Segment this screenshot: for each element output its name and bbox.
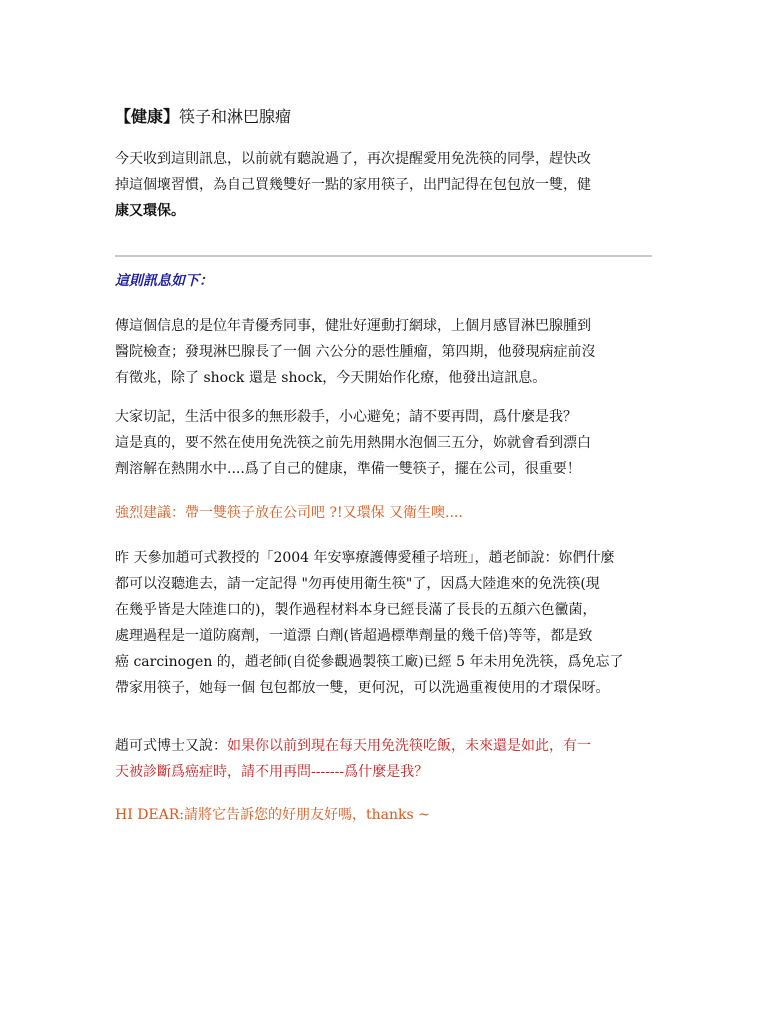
message-heading [115, 268, 660, 294]
warning-line: 劑溶解在熱開水中....爲了自己的健康，準備一雙筷子，擺在公司，很重要！ [115, 461, 581, 477]
warning-line: 這是真的，要不然在使用免洗筷之前先用熱開水泡個三五分，妳就會看到漂白 [115, 435, 591, 451]
intro-line: 康又環保。 [115, 203, 185, 219]
suggestion-paragraph [115, 500, 660, 526]
quote-line: 天被診斷爲癌症時，請不用再問-------爲什麼是我？ [115, 764, 429, 780]
story-line: 有徵兆，除了 shock 還是 shock，今天開始作化療，他發出這訊息。 [115, 370, 547, 386]
lecture-line: 癌 carcinogen 的，趙老師(自從參觀過製筷工廠)已經 5 年未用免洗筷，爲免忘了 [115, 654, 624, 670]
quote-paragraph [115, 733, 660, 785]
quote-text: 如果你以前到現在每天用免洗筷吃飯，未來還是如此，有一 [227, 738, 591, 754]
story-line: 醫院檢查；發現淋巴腺長了一個 六公分的惡性腫瘤，第四期，他發現病症前沒 [115, 344, 596, 360]
quote-speaker: 趙可式博士又說： [115, 738, 227, 754]
lecture-line: 處理過程是一道防腐劑，一道漂 白劑(皆超過標準劑量的幾千倍)等等，都是致 [115, 628, 593, 644]
section-divider [115, 255, 652, 257]
lecture-line: 帶家用筷子，她每一個 包包都放一雙，更何況，可以洗過重複使用的才環保呀。 [115, 680, 610, 696]
story-line: 傳這個信息的是位年青優秀同事，健壯好運動打網球，上個月感冒淋巴腺腫到 [115, 318, 591, 334]
intro-line: 今天收到這則訊息，以前就有聽說過了，再次提醒愛用免洗筷的同學，趕快改 [115, 151, 591, 167]
suggestion-text: 強烈建議：帶一雙筷子放在公司吧 ?!又環保 又衛生噢.... [115, 505, 463, 521]
lecture-line: 都可以沒聽進去，請一定記得 "勿再使用衛生筷"了，因爲大陸進來的免洗筷(現 [115, 576, 600, 592]
warning-line: 大家切記，生活中很多的無形殺手，小心避免；請不要再問，爲什麼是我？ [115, 409, 577, 425]
quote-line [115, 733, 660, 759]
lecture-paragraph [115, 545, 660, 701]
title-text: 筷子和淋巴腺瘤 [179, 107, 292, 126]
warning-paragraph [115, 404, 660, 482]
page-title [115, 106, 291, 128]
title-category: 【健康】 [115, 107, 180, 126]
intro-line: 掉這個壞習慣，為自己買幾雙好一點的家用筷子，出門記得在包包放一雙，健 [115, 177, 591, 193]
story-paragraph [115, 313, 660, 391]
lecture-line: 昨 天參加趙可式教授的「2004 年安寧療護傳愛種子培班」，趙老師說：妳們什麼 [115, 550, 615, 566]
message-heading-text: 這則訊息如下： [115, 273, 213, 289]
lecture-line: 在幾乎皆是大陸進口的)，製作過程材料本身已經長滿了長長的五顏六色黴菌， [115, 602, 597, 618]
closing-paragraph [115, 802, 660, 828]
closing-text: HI DEAR:請將它告訴您的好朋友好嗎，thanks ~ [115, 807, 430, 823]
intro-paragraph [115, 146, 660, 224]
